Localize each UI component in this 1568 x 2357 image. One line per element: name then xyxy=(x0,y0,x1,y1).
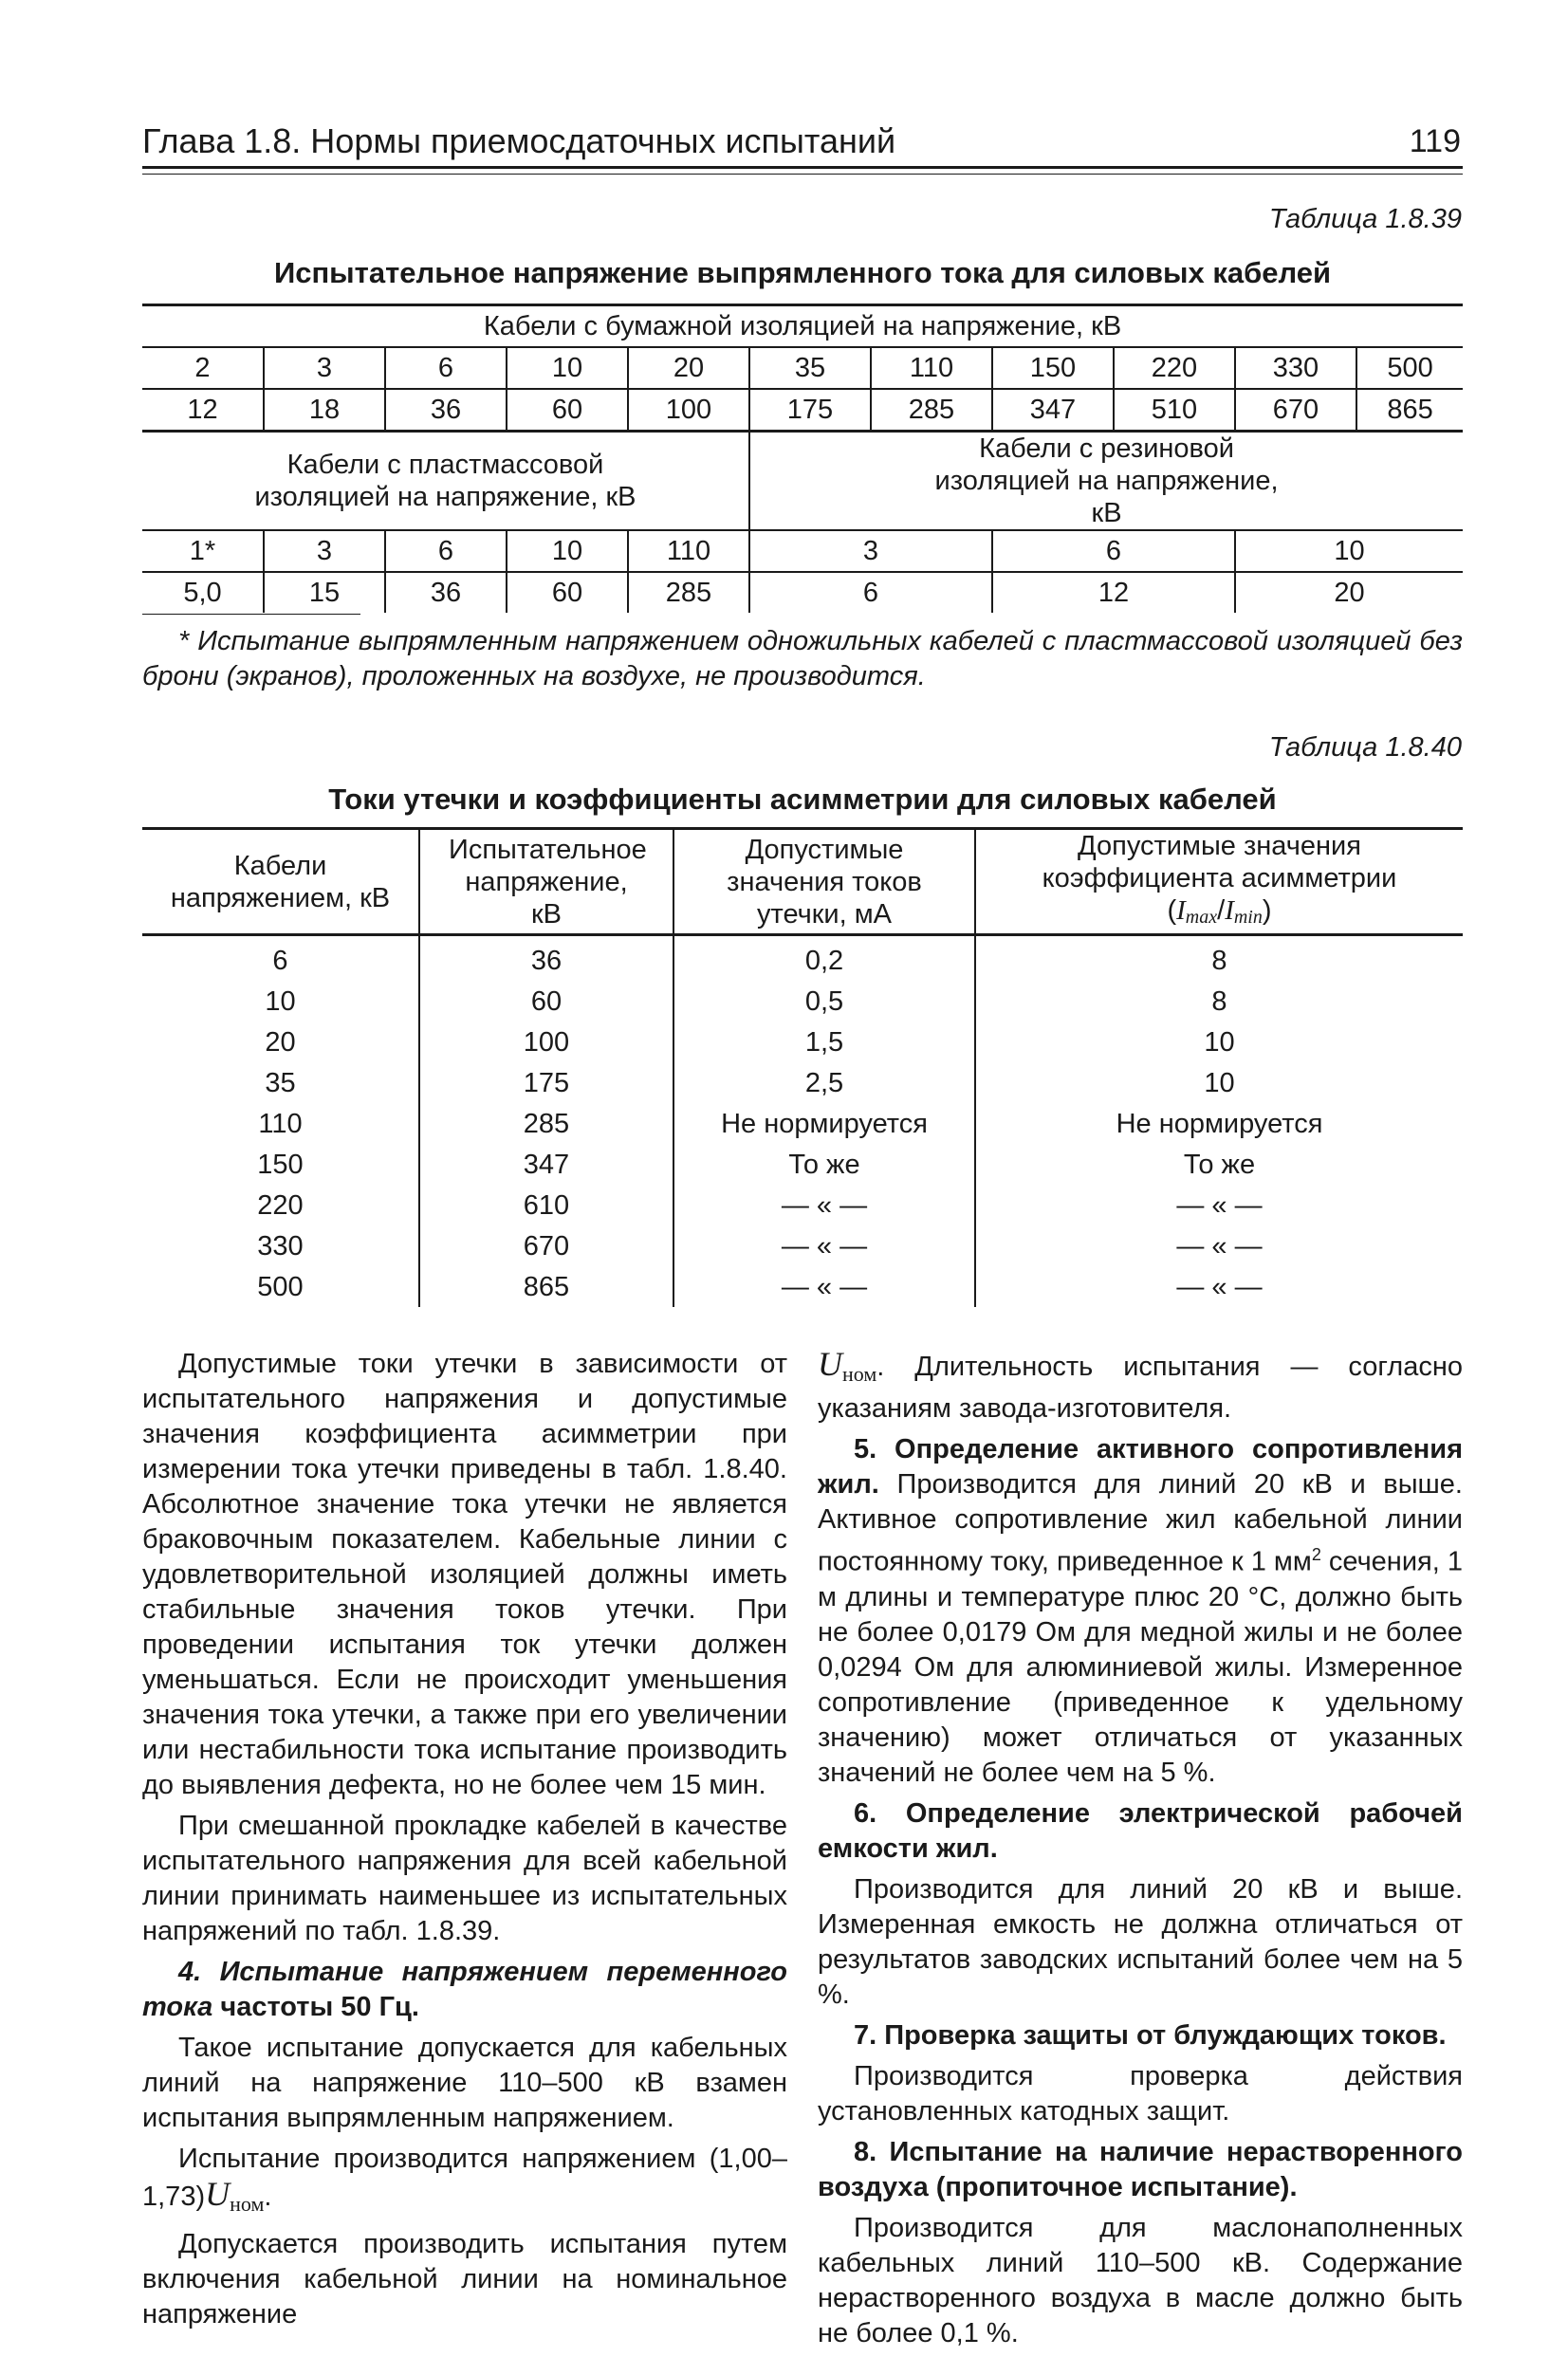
table-cell: 670 xyxy=(419,1225,673,1266)
p5b-text: сечения, 1 м длины и температуре плюс 20 °С, должно быть не более 0,0179 Ом для медной жилы и не более 0,0294 Ом для алюминиевой жилы. Измеренное сопротивление (приведенное к удельному значению) может отличаться от указанных значений не более чем на 5 %. xyxy=(818,1546,1463,1788)
page-number: 119 xyxy=(1409,123,1461,159)
table-cell: 610 xyxy=(419,1185,673,1225)
paragraph xyxy=(818,1432,1463,1791)
p4-text: Испытание производится напряжением (1,00–1,73) xyxy=(142,2144,787,2212)
paper-test-cell: 510 xyxy=(1114,389,1235,432)
paper-test-cell: 347 xyxy=(992,389,1114,432)
table-cell: — « — xyxy=(673,1225,975,1266)
table-cell: 100 xyxy=(419,1022,673,1062)
table-cell: Не нормируется xyxy=(975,1103,1463,1144)
section-heading-7: 7. Проверка защиты от блуждающих токов. xyxy=(854,2019,1447,2051)
table-cell: 60 xyxy=(419,981,673,1022)
table-cell: 500 xyxy=(142,1266,419,1307)
table-1-number: Таблица 1.8.39 xyxy=(1268,204,1462,234)
imin-symbol: I xyxy=(1225,895,1234,926)
table-2-title: Токи утечки и коэффициенты асимметрии для силовых кабелей xyxy=(328,783,1277,816)
paper-test-cell: 285 xyxy=(871,389,992,432)
paper-voltage-cell: 10 xyxy=(507,347,628,389)
rubber-cell: 6 xyxy=(992,530,1235,572)
running-head xyxy=(142,121,1461,161)
paragraph xyxy=(142,2142,787,2221)
rubber-cell: 3 xyxy=(749,530,992,572)
table-row xyxy=(142,1062,1463,1103)
table-1-footnote xyxy=(142,624,1463,694)
body-column-left xyxy=(142,1347,787,2338)
table-row xyxy=(142,935,1463,982)
table-cell: — « — xyxy=(975,1185,1463,1225)
paragraph: Допускается производить испытания путем включения кабельной линии на номинальное напряжение xyxy=(142,2229,787,2329)
table-cell: 347 xyxy=(419,1144,673,1185)
paper-test-cell: 100 xyxy=(628,389,749,432)
paper-test-cell: 175 xyxy=(749,389,871,432)
heading-5: 5. Определение активного сопротивления жил. xyxy=(818,1434,1463,1500)
table-cell: 330 xyxy=(142,1225,419,1266)
table-cell: 110 xyxy=(142,1103,419,1144)
header-rule-thin xyxy=(142,174,1463,175)
asym-slash: / xyxy=(1217,895,1226,926)
p0-text: . Длительность испытания — согласно указаниям завода-изготовителя. xyxy=(818,1352,1463,1424)
paper-voltage-cell: 220 xyxy=(1114,347,1235,389)
u-sub: ном xyxy=(230,2192,265,2216)
table-cell: 10 xyxy=(975,1062,1463,1103)
paper-test-cell: 865 xyxy=(1356,389,1463,432)
imax-sub: max xyxy=(1185,907,1218,928)
imax-symbol: I xyxy=(1176,895,1186,926)
table-row xyxy=(142,1144,1463,1185)
paper-voltage-cell: 6 xyxy=(385,347,507,389)
heading-4-italic: 4. Испытание напряжением переменного тока xyxy=(142,1957,787,2022)
plastic-cables-header xyxy=(142,432,749,531)
footnote-text: * Испытание выпрямленным напряжением одножильных кабелей с пластмассовой изоляцией без брони (экранов), проложенных на воздухе, не производится. xyxy=(142,626,1463,691)
plastic-cell: 36 xyxy=(385,572,507,613)
imin-sub: min xyxy=(1233,907,1263,928)
rubber-cables-header-text: Кабели с резиновой изоляцией на напряжение, кВ xyxy=(934,433,1279,528)
plastic-cell: 1* xyxy=(142,530,264,572)
plastic-cell: 3 xyxy=(264,530,385,572)
table-cell: 2,5 xyxy=(673,1062,975,1103)
table-cell: 10 xyxy=(142,981,419,1022)
table-cell: 220 xyxy=(142,1185,419,1225)
paragraph: Такое испытание допускается для кабельных линий на напряжение 110–500 кВ взамен испытания выпрямленным напряжением. xyxy=(142,2033,787,2133)
p5a-text: Производится для линий 20 кВ и выше. Активное сопротивление жил кабельной линии постоянному току, приведенное к 1 мм xyxy=(818,1469,1463,1577)
rubber-cell: 6 xyxy=(749,572,992,613)
paper-test-cell: 670 xyxy=(1235,389,1356,432)
paragraph: Производится для маслонаполненных кабельных линий 110–500 кВ. Содержание нерастворенного воздуха в масле должно быть не более 0,1 %. xyxy=(818,2212,1463,2348)
table-cell: 20 xyxy=(142,1022,419,1062)
rubber-cell: 10 xyxy=(1235,530,1463,572)
table-cell: 865 xyxy=(419,1266,673,1307)
section-heading-8: 8. Испытание на наличие нерастворенного воздуха (пропиточное испытание). xyxy=(818,2136,1463,2202)
table-cell: — « — xyxy=(673,1185,975,1225)
paper-voltage-cell: 150 xyxy=(992,347,1114,389)
table-leakage-currents xyxy=(142,827,1463,1307)
plastic-cell: 6 xyxy=(385,530,507,572)
plastic-cell: 5,0 xyxy=(142,572,264,613)
paper-voltage-cell: 110 xyxy=(871,347,992,389)
table-cell: Не нормируется xyxy=(673,1103,975,1144)
col-header-asymmetry xyxy=(975,829,1463,935)
asym-header-text: Допустимые значения коэффициента асимметрии ( xyxy=(1042,831,1397,926)
paper-test-cell: 36 xyxy=(385,389,507,432)
paper-test-cell: 60 xyxy=(507,389,628,432)
table-2-number: Таблица 1.8.40 xyxy=(1268,732,1462,763)
table-cell: 8 xyxy=(975,981,1463,1022)
table-row xyxy=(142,1103,1463,1144)
paragraph xyxy=(818,1347,1463,1427)
rubber-cables-header xyxy=(749,432,1463,531)
table-test-voltage xyxy=(142,304,1463,613)
table-cell: 6 xyxy=(142,935,419,982)
table-1-title: Испытательное напряжение выпрямленного тока для силовых кабелей xyxy=(273,256,1332,289)
table-cell: — « — xyxy=(975,1225,1463,1266)
table-row xyxy=(142,1022,1463,1062)
chapter-title: Глава 1.8. Нормы приемосдаточных испытаний xyxy=(142,121,896,160)
header-rule xyxy=(142,166,1463,169)
table-cell: 36 xyxy=(419,935,673,982)
paragraph: При смешанной прокладке кабелей в качестве испытательного напряжения для всей кабельной линии принимать наименьшее из испытательных напряжений по табл. 1.8.39. xyxy=(142,1811,787,1946)
asym-close: ) xyxy=(1262,895,1272,926)
u-symbol: U xyxy=(818,1345,842,1383)
section-heading-6: 6. Определение электрической рабочей емкости жил. xyxy=(818,1797,1463,1864)
paragraph: Производится проверка действия установленных катодных защит. xyxy=(818,2060,1463,2127)
paragraph: Производится для линий 20 кВ и выше. Измеренная емкость не должна отличаться от результатов заводских испытаний более чем на 5 %. xyxy=(818,1873,1463,2010)
paper-voltage-cell: 35 xyxy=(749,347,871,389)
col-header-test-voltage: Испытательное напряжение, кВ xyxy=(419,829,673,935)
table-cell: 0,2 xyxy=(673,935,975,982)
table-row xyxy=(142,981,1463,1022)
table-cell: 175 xyxy=(419,1062,673,1103)
plastic-cables-header-text: Кабели с пластмассовой изоляцией на напряжение, кВ xyxy=(254,450,636,512)
footnote-rule xyxy=(142,614,360,615)
table-cell: То же xyxy=(975,1144,1463,1185)
heading-4-rest: частоты 50 Гц. xyxy=(212,1992,419,2022)
paper-voltage-cell: 500 xyxy=(1356,347,1463,389)
u-sub: ном xyxy=(842,1362,877,1386)
table-cell: То же xyxy=(673,1144,975,1185)
section-heading-4 xyxy=(142,1955,787,2025)
paper-cables-header: Кабели с бумажной изоляцией на напряжение, кВ xyxy=(142,305,1463,348)
paper-voltage-cell: 2 xyxy=(142,347,264,389)
table-row xyxy=(142,1225,1463,1266)
plastic-cell: 15 xyxy=(264,572,385,613)
table-cell: 35 xyxy=(142,1062,419,1103)
u-symbol: U xyxy=(205,2175,231,2213)
paper-voltage-cell: 3 xyxy=(264,347,385,389)
table-row xyxy=(142,1266,1463,1307)
paper-voltage-cell: 330 xyxy=(1235,347,1356,389)
col-header-leakage: Допустимые значения токов утечки, мА xyxy=(673,829,975,935)
rubber-cell: 20 xyxy=(1235,572,1463,613)
p5-sup: 2 xyxy=(1311,1545,1321,1564)
table-cell: — « — xyxy=(673,1266,975,1307)
table-cell: 8 xyxy=(975,935,1463,982)
paper-test-cell: 12 xyxy=(142,389,264,432)
table-cell: 10 xyxy=(975,1022,1463,1062)
plastic-cell: 285 xyxy=(628,572,749,613)
table-cell: — « — xyxy=(975,1266,1463,1307)
paper-test-cell: 18 xyxy=(264,389,385,432)
p4-end: . xyxy=(264,2182,272,2212)
plastic-cell: 110 xyxy=(628,530,749,572)
plastic-cell: 10 xyxy=(507,530,628,572)
table-cell: 0,5 xyxy=(673,981,975,1022)
table-cell: 285 xyxy=(419,1103,673,1144)
paper-voltage-cell: 20 xyxy=(628,347,749,389)
table-cell: 150 xyxy=(142,1144,419,1185)
table-cell: 1,5 xyxy=(673,1022,975,1062)
col-header-voltage: Кабели напряжением, кВ xyxy=(142,829,419,935)
table-row xyxy=(142,1185,1463,1225)
rubber-cell: 12 xyxy=(992,572,1235,613)
paragraph: Допустимые токи утечки в зависимости от испытательного напряжения и допустимые значения коэффициента асимметрии при измерении тока утечки приведены в табл. 1.8.40. Абсолютное значение тока утечки не является браковочным показателем. Кабельные линии с удовлетворительной изоляцией должны иметь стабильные значения токов утечки. При проведении испытания ток утечки должен уменьшаться. Если не происходит уменьшения значения тока утечки, а также при его увеличении или нестабильности тока испытание производить до выявления дефекта, но не более чем 15 мин. xyxy=(142,1349,787,1800)
plastic-cell: 60 xyxy=(507,572,628,613)
body-column-right xyxy=(818,1347,1463,2357)
